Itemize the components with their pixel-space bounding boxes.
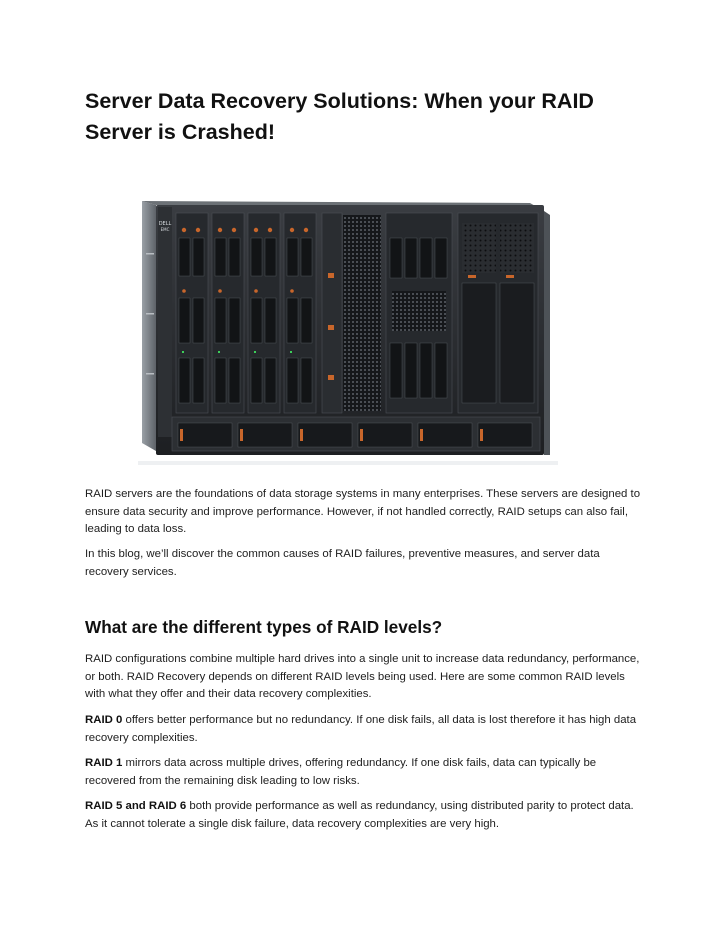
raid-term: RAID 0 [85,714,123,726]
article-title: Server Data Recovery Solutions: When your RAID Server is Crashed! [85,89,594,144]
server-chassis-image [128,193,568,473]
intro-paragraph-1: RAID servers are the foundations of data storage systems in many enterprises. These servers are designed to ensure data security and improve performance. However, if not handled correctly, RAID setups can also fail, leading to data loss. [85,488,641,536]
raid-item-raid0 [85,712,641,747]
svg-text:EMC: EMC [160,227,170,232]
svg-text:DELL: DELL [158,221,172,227]
raid-description: offers better performance but no redundancy. If one disk fails, all data is lost therefore it has high data recovery complexities. [85,714,637,744]
raid-item-raid1 [85,755,641,790]
intro-paragraph-2: In this blog, we’ll discover the common causes of RAID failures, preventive measures, and server data recovery services. [85,548,600,578]
section-heading: What are the different types of RAID levels? [85,617,443,637]
raid-description: mirrors data across multiple drives, offering redundancy. If one disk fails, data can typically be recovered from the remaining disk leading to low risks. [85,757,597,787]
section-intro-paragraph: RAID configurations combine multiple hard drives into a single unit to increase data redundancy, performance, or both. RAID Recovery depends on different RAID levels being used. Here are some common RAID levels with what they offer and their data recovery complexities. [85,653,640,701]
raid-description: both provide performance as well as redundancy, using distributed parity to protect data. As it cannot tolerate a single disk failure, data recovery complexities are very high. [85,800,634,830]
raid-term: RAID 1 [85,757,123,769]
server-hero-image [128,193,568,473]
raid-item-raid5-6 [85,798,641,833]
raid-term: RAID 5 and RAID 6 [85,800,187,812]
